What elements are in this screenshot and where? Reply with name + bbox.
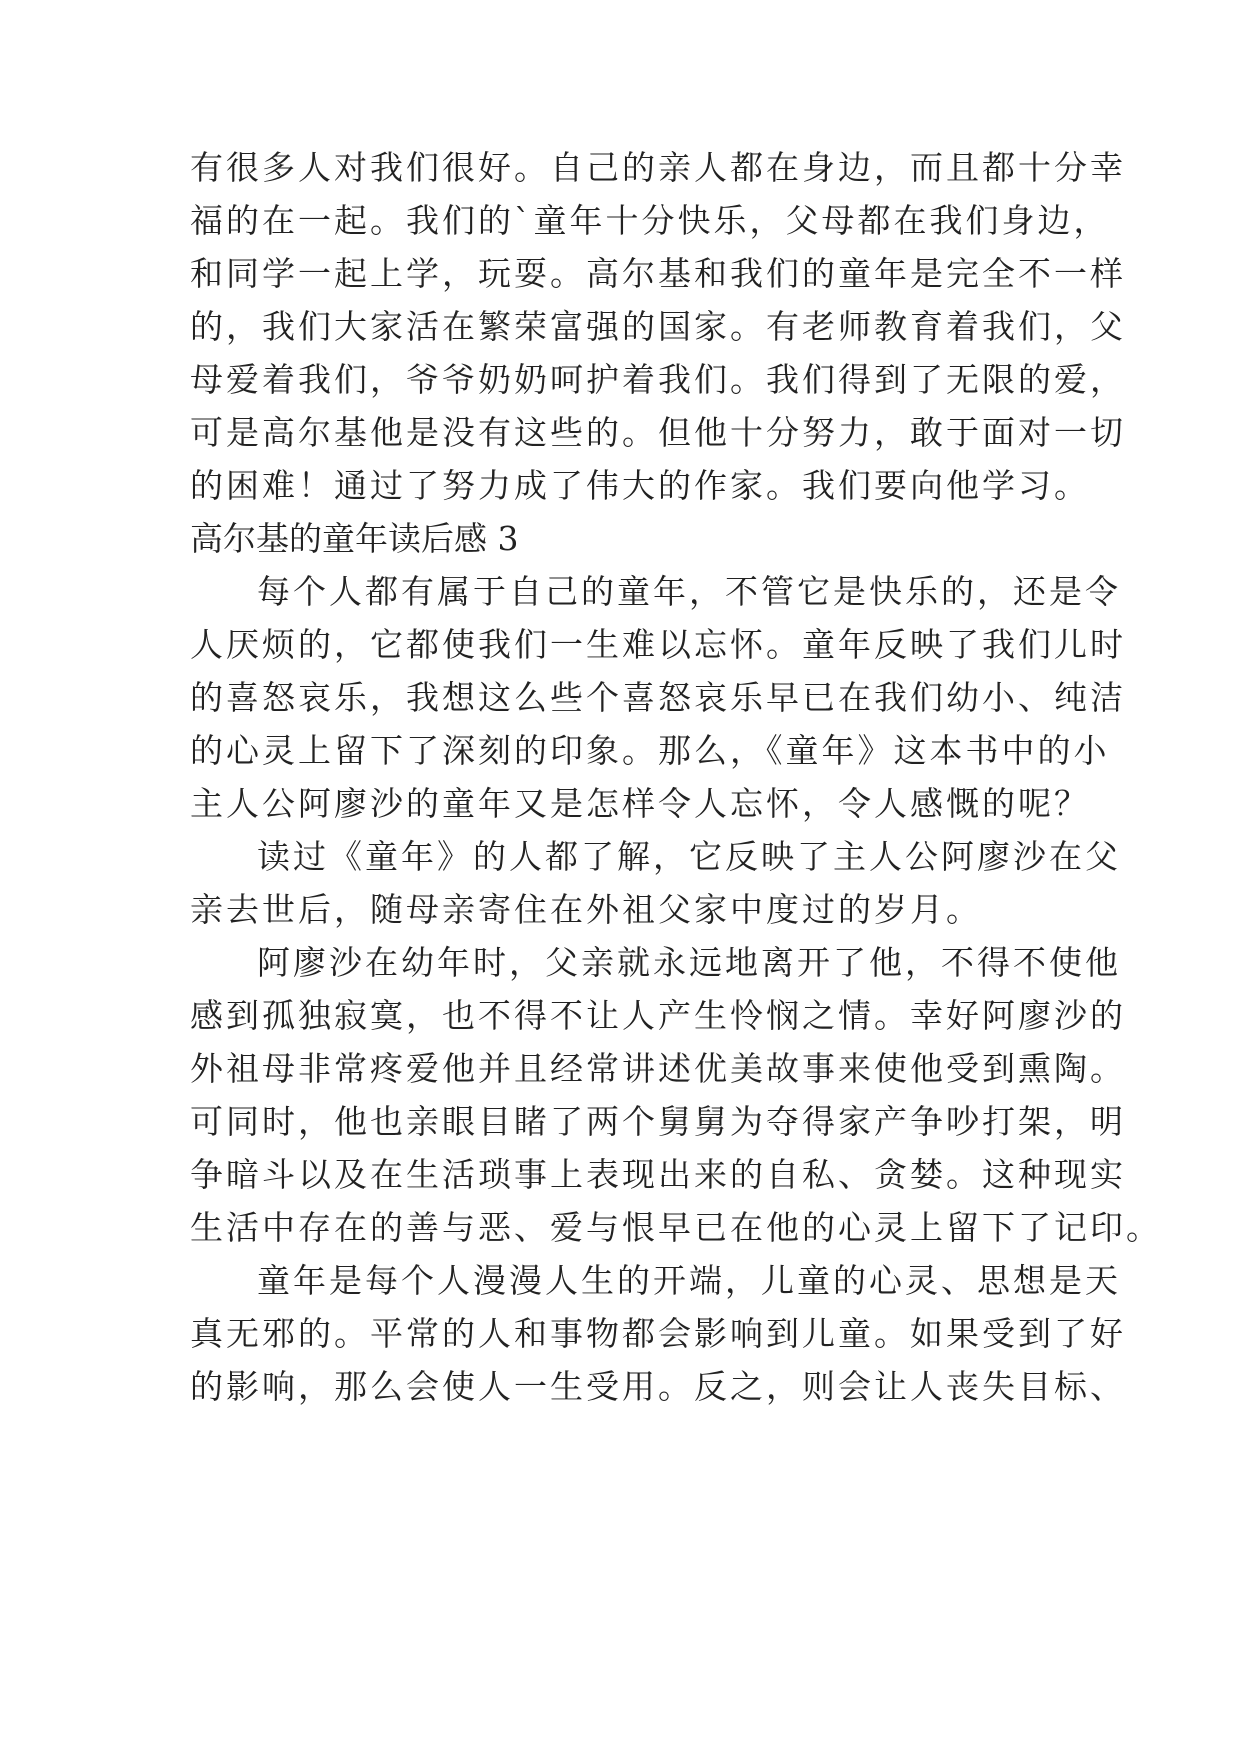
text-line: 有很多人对我们很好。自己的亲人都在身边，而且都十分幸 — [190, 148, 1126, 187]
text-line: 的心灵上留下了深刻的印象。那么，《童年》这本书中的小 — [190, 731, 1110, 770]
text-line: 每个人都有属于自己的童年，不管它是快乐的，还是令 — [257, 572, 1121, 611]
text-line: 亲去世后，随母亲寄住在外祖父家中度过的岁月。 — [190, 890, 982, 929]
text-line: 阿廖沙在幼年时，父亲就永远地离开了他，不得不使他 — [257, 943, 1121, 982]
text-line: 可是高尔基他是没有这些的。但他十分努力，敢于面对一切 — [190, 413, 1126, 452]
text-line: 生活中存在的善与恶、爱与恨早已在他的心灵上留下了记印。 — [190, 1208, 1162, 1247]
text-line: 的喜怒哀乐，我想这么些个喜怒哀乐早已在我们幼小、纯洁 — [190, 678, 1126, 717]
text-line: 感到孤独寂寞，也不得不让人产生怜悯之情。幸好阿廖沙的 — [190, 996, 1126, 1035]
text-line: 和同学一起上学，玩耍。高尔基和我们的童年是完全不一样 — [190, 254, 1126, 293]
text-line: 可同时，他也亲眼目睹了两个舅舅为夺得家产争吵打架，明 — [190, 1102, 1126, 1141]
text-line: 外祖母非常疼爱他并且经常讲述优美故事来使他受到熏陶。 — [190, 1049, 1126, 1088]
text-line: 的影响，那么会使人一生受用。反之，则会让人丧失目标、 — [190, 1367, 1126, 1406]
text-line: 真无邪的。平常的人和事物都会影响到儿童。如果受到了好 — [190, 1314, 1126, 1353]
text-line: 争暗斗以及在生活琐事上表现出来的自私、贪婪。这种现实 — [190, 1155, 1126, 1194]
section-heading: 高尔基的童年读后感 3 — [190, 519, 519, 558]
text-line: 的困难！通过了努力成了伟大的作家。我们要向他学习。 — [190, 466, 1090, 505]
text-line: 主人公阿廖沙的童年又是怎样令人忘怀，令人感慨的呢？ — [190, 784, 1090, 823]
text-line: 的，我们大家活在繁荣富强的国家。有老师教育着我们，父 — [190, 307, 1126, 346]
text-line: 福的在一起。我们的`童年十分快乐，父母都在我们身边， — [190, 201, 1110, 240]
text-line: 人厌烦的，它都使我们一生难以忘怀。童年反映了我们儿时 — [190, 625, 1126, 664]
text-line: 母爱着我们，爷爷奶奶呵护着我们。我们得到了无限的爱， — [190, 360, 1126, 399]
text-line: 童年是每个人漫漫人生的开端，儿童的心灵、思想是天 — [257, 1261, 1121, 1300]
text-line: 读过《童年》的人都了解，它反映了主人公阿廖沙在父 — [257, 837, 1121, 876]
